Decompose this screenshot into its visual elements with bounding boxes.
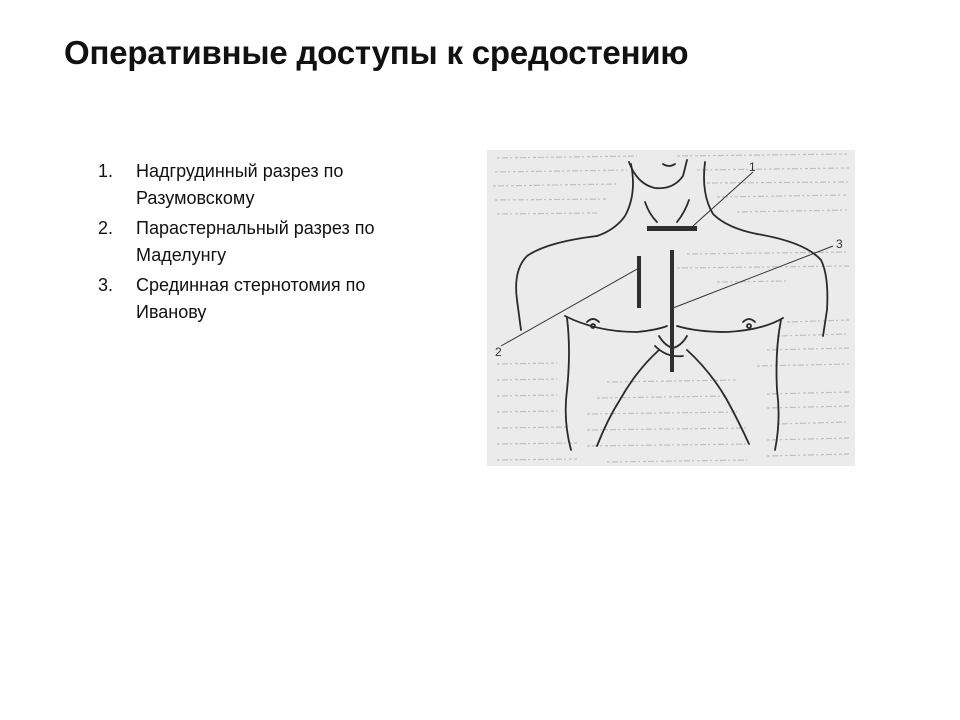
torso-diagram (487, 150, 855, 466)
leader-line-2 (501, 268, 639, 346)
list-item-text: Надгрудинный разрез по Разумовскому (136, 161, 344, 208)
figure-label-2: 2 (495, 345, 502, 359)
median-sternotomy-incision (670, 250, 674, 372)
figure-label-1: 1 (749, 160, 756, 174)
approaches-list (98, 158, 428, 329)
list-item (98, 215, 428, 269)
list-item-number: 2. (98, 218, 114, 238)
leader-line-3 (673, 246, 833, 308)
list-item-text: Срединная стернотомия по Иванову (136, 275, 366, 322)
list-item (98, 272, 428, 326)
figure-label-3: 3 (836, 237, 843, 251)
parasternal-incision (637, 256, 641, 308)
leader-line-1 (693, 172, 753, 226)
list-item (98, 158, 428, 212)
surgical-approaches-figure (487, 150, 855, 466)
list-item-number: 3. (98, 275, 114, 295)
suprasternal-incision (647, 226, 697, 231)
list-item-text: Парастернальный разрез по Маделунгу (136, 218, 375, 265)
leader-lines (501, 172, 833, 346)
list-item-number: 1. (98, 161, 114, 181)
page-title: Оперативные доступы к средостению (64, 34, 689, 71)
